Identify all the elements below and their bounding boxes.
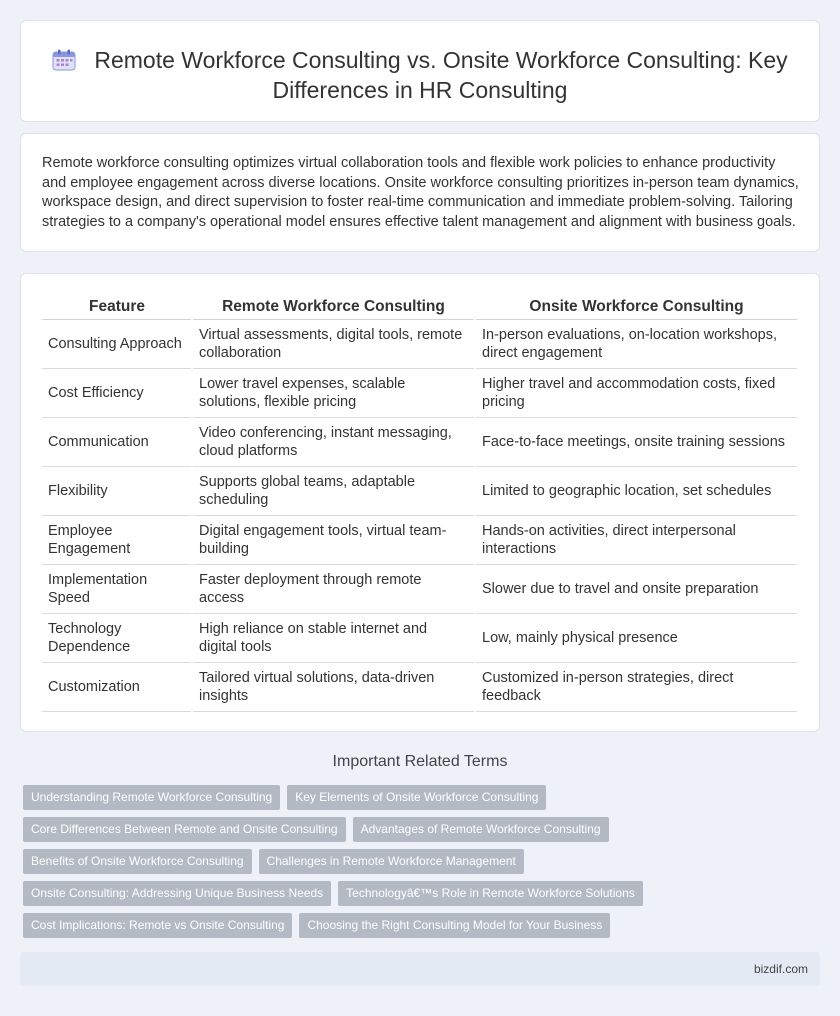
table-row (42, 319, 798, 368)
table-row (42, 466, 798, 515)
onsite-cell: Slower due to travel and onsite preparation (475, 564, 798, 613)
related-term-tag[interactable]: Core Differences Between Remote and Onsite Consulting (23, 817, 346, 842)
feature-cell: Technology Dependence (42, 613, 192, 662)
remote-cell: Lower travel expenses, scalable solutions, flexible pricing (192, 368, 475, 417)
footer (20, 952, 820, 986)
related-term-tag[interactable]: Advantages of Remote Workforce Consulting (353, 817, 609, 842)
related-term-tag[interactable]: Benefits of Onsite Workforce Consulting (23, 849, 252, 874)
related-term-tag[interactable]: Cost Implications: Remote vs Onsite Consulting (23, 913, 292, 938)
remote-cell: Faster deployment through remote access (192, 564, 475, 613)
table-row (42, 515, 798, 564)
related-term-tag[interactable]: Key Elements of Onsite Workforce Consulting (287, 785, 546, 810)
table-row (42, 662, 798, 711)
tag-row (23, 881, 823, 913)
related-terms-heading: Important Related Terms (332, 753, 508, 770)
related-term-tag[interactable]: Onsite Consulting: Addressing Unique Business Needs (23, 881, 331, 906)
title-wrap (21, 45, 819, 105)
comparison-card (20, 273, 820, 732)
related-term-tag[interactable]: Challenges in Remote Workforce Management (259, 849, 524, 874)
onsite-cell: Low, mainly physical presence (475, 613, 798, 662)
intro-paragraph: Remote workforce consulting optimizes virtual collaboration tools and flexible work policies to enhance productivity and employee engagement across diverse locations. Onsite workforce consulting prioritizes in-person team dynamics, workspace design, and direct supervision to foster real-time communication and immediate problem-solving. Tailoring strategies to a company's operational model ensures effective talent management and alignment with business goals. (42, 155, 799, 230)
onsite-cell: In-person evaluations, on-location workshops, direct engagement (475, 319, 798, 368)
onsite-cell: Higher travel and accommodation costs, fixed pricing (475, 368, 798, 417)
feature-cell: Cost Efficiency (42, 368, 192, 417)
tag-row (23, 785, 823, 817)
remote-cell: Video conferencing, instant messaging, cloud platforms (192, 417, 475, 466)
table-row (42, 613, 798, 662)
onsite-cell: Face-to-face meetings, onsite training sessions (475, 417, 798, 466)
tag-row (23, 913, 823, 945)
footer-site-link[interactable]: bizdif.com (753, 962, 808, 976)
header-remote: Remote Workforce Consulting (192, 296, 475, 319)
remote-cell: Virtual assessments, digital tools, remote collaboration (192, 319, 475, 368)
title-card (20, 20, 820, 122)
tag-row (23, 817, 823, 849)
calendar-icon (52, 49, 76, 71)
onsite-cell: Limited to geographic location, set schedules (475, 466, 798, 515)
tag-row (23, 849, 823, 881)
table-row (42, 417, 798, 466)
feature-cell: Consulting Approach (42, 319, 192, 368)
feature-cell: Employee Engagement (42, 515, 192, 564)
header-feature: Feature (42, 296, 192, 319)
intro-card (20, 133, 820, 252)
table-header-row (42, 296, 798, 319)
table-row (42, 368, 798, 417)
page-title: Remote Workforce Consulting vs. Onsite Workforce Consulting: Key Differences in HR Consulting (94, 47, 788, 103)
feature-cell: Communication (42, 417, 192, 466)
onsite-cell: Customized in-person strategies, direct feedback (475, 662, 798, 711)
remote-cell: Digital engagement tools, virtual team-building (192, 515, 475, 564)
header-onsite: Onsite Workforce Consulting (475, 296, 798, 319)
related-terms-list (23, 785, 823, 945)
onsite-cell: Hands-on activities, direct interpersonal interactions (475, 515, 798, 564)
feature-cell: Customization (42, 662, 192, 711)
feature-cell: Implementation Speed (42, 564, 192, 613)
related-term-tag[interactable]: Technologyâ€™s Role in Remote Workforce Solutions (338, 881, 643, 906)
comparison-table (42, 296, 799, 712)
remote-cell: High reliance on stable internet and digital tools (192, 613, 475, 662)
feature-cell: Flexibility (42, 466, 192, 515)
remote-cell: Tailored virtual solutions, data-driven insights (192, 662, 475, 711)
table-row (42, 564, 798, 613)
remote-cell: Supports global teams, adaptable scheduling (192, 466, 475, 515)
related-term-tag[interactable]: Understanding Remote Workforce Consulting (23, 785, 280, 810)
related-term-tag[interactable]: Choosing the Right Consulting Model for Your Business (299, 913, 610, 938)
